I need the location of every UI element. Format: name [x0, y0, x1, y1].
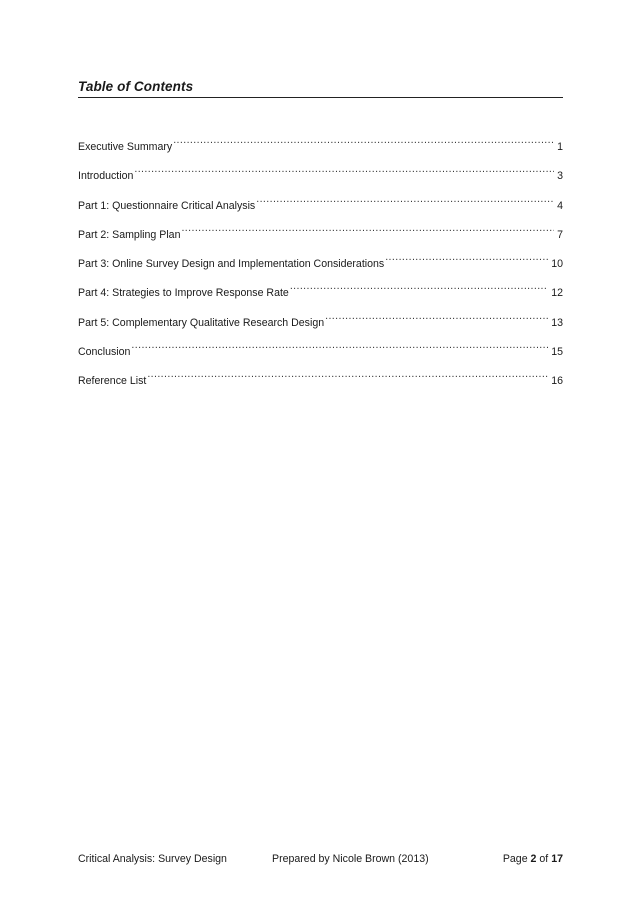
toc-dot-leader: [385, 248, 548, 267]
toc-entry-page: 4: [557, 199, 563, 212]
footer-page-prefix: Page: [502, 853, 528, 865]
toc-entry-label: Part 1: Questionnaire Critical Analysis: [78, 199, 256, 212]
toc-entry-label: Executive Summary: [78, 141, 173, 153]
toc-entry-page: 15: [551, 346, 563, 359]
toc-dot-leader: [290, 277, 548, 296]
toc-entry-part-5[interactable]: [78, 307, 563, 329]
toc-dot-leader: [181, 219, 554, 238]
footer-document-title: Critical Analysis: Survey Design: [78, 853, 227, 865]
toc-entry-label: Part 3: Online Survey Design and Implementation Considerations: [78, 258, 385, 271]
toc-entry-label: Part 5: Complementary Qualitative Research Design: [78, 316, 325, 329]
footer-author: Prepared by Nicole Brown (2013): [272, 853, 429, 865]
footer-page-total: 17: [551, 853, 563, 865]
toc-entry-page: 16: [551, 375, 563, 388]
footer-page-of: of: [539, 853, 549, 865]
toc-list: [78, 131, 563, 395]
page-footer: [78, 851, 563, 867]
toc-entry-part-2[interactable]: [78, 219, 563, 241]
toc-dot-leader: [131, 336, 548, 355]
toc-dot-leader: [134, 160, 554, 179]
toc-title: Table of Contents: [78, 79, 563, 98]
toc-entry-introduction[interactable]: [78, 160, 563, 183]
toc-entry-reference-list[interactable]: [78, 365, 563, 388]
toc-entry-page: 13: [551, 316, 563, 329]
toc-entry-label: Conclusion: [78, 346, 131, 359]
toc-entry-page: 10: [551, 258, 563, 271]
toc-entry-page: 12: [551, 287, 563, 300]
toc-dot-leader: [173, 131, 554, 150]
toc-entry-conclusion[interactable]: [78, 336, 563, 359]
toc-entry-part-1[interactable]: [78, 190, 563, 212]
toc-entry-label: Reference List: [78, 375, 147, 388]
toc-entry-part-4[interactable]: [78, 277, 563, 300]
toc-entry-page: 7: [557, 228, 563, 241]
footer-page-current: 2: [530, 853, 537, 865]
toc-entry-executive-summary[interactable]: [78, 131, 563, 153]
toc-entry-label: Introduction: [78, 170, 134, 183]
toc-entry-label: Part 2: Sampling Plan: [78, 228, 181, 241]
toc-entry-label: Part 4: Strategies to Improve Response Rate: [78, 287, 289, 300]
toc-dot-leader: [147, 365, 548, 384]
toc-dot-leader: [325, 307, 548, 326]
toc-entry-page: 3: [557, 170, 563, 183]
toc-entry-page: 1: [557, 141, 563, 153]
footer-page-number: [503, 851, 563, 867]
toc-dot-leader: [256, 190, 554, 209]
toc-entry-part-3[interactable]: [78, 248, 563, 271]
